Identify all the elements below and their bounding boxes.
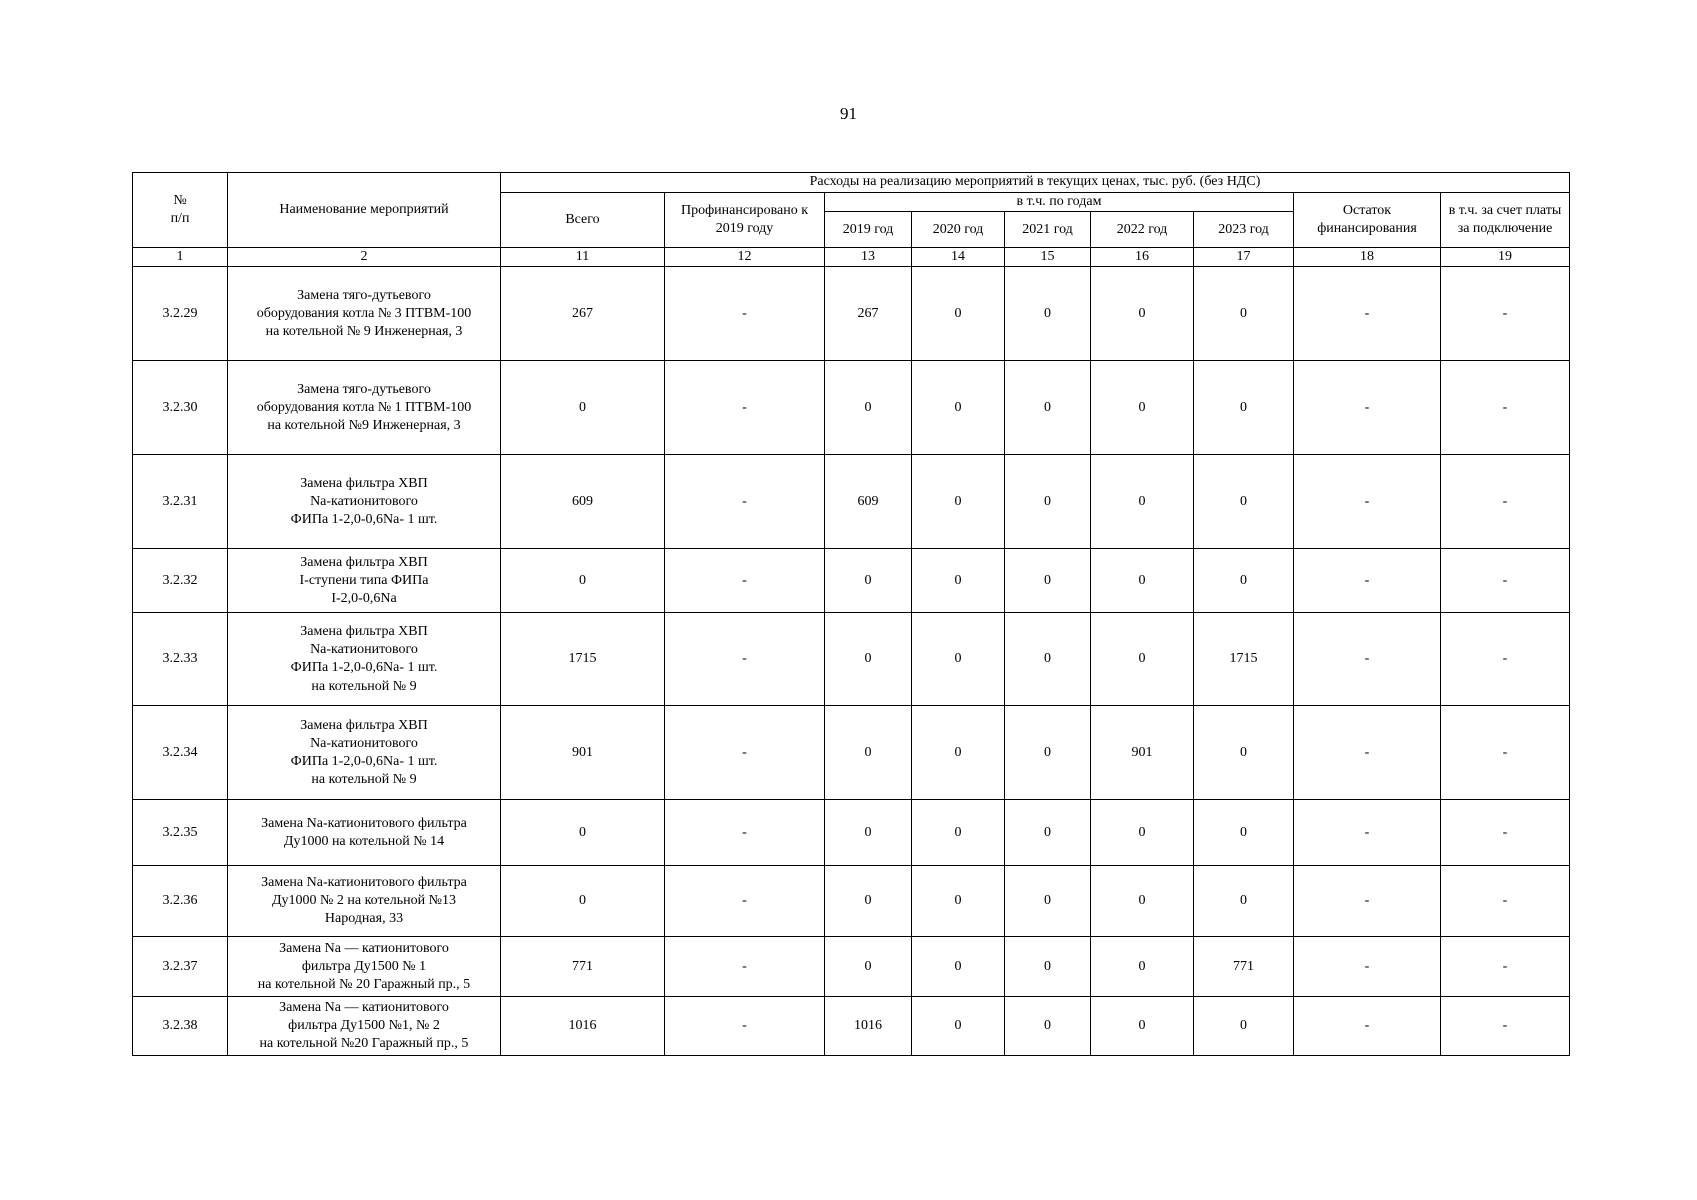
header-by-years: в т.ч. по годам [825, 193, 1294, 212]
row-number: 3.2.32 [133, 549, 228, 613]
column-number: 11 [501, 248, 665, 267]
year-2023-value: 0 [1194, 997, 1294, 1056]
year-2019-value: 1016 [825, 997, 912, 1056]
total-value: 609 [501, 455, 665, 549]
year-2023-value: 0 [1194, 267, 1294, 361]
row-number: 3.2.38 [133, 997, 228, 1056]
year-2021-value: 0 [1005, 706, 1091, 800]
remainder-value: - [1294, 866, 1441, 937]
year-2020-value: 0 [912, 267, 1005, 361]
total-value: 0 [501, 361, 665, 455]
year-2022-value: 0 [1091, 997, 1194, 1056]
total-value: 0 [501, 549, 665, 613]
header-year: 2022 год [1091, 212, 1194, 248]
financed-value: - [665, 361, 825, 455]
financed-value: - [665, 997, 825, 1056]
header-year: 2019 год [825, 212, 912, 248]
row-number: 3.2.37 [133, 937, 228, 997]
year-2021-value: 0 [1005, 267, 1091, 361]
year-2022-value: 0 [1091, 613, 1194, 706]
column-number: 16 [1091, 248, 1194, 267]
year-2020-value: 0 [912, 706, 1005, 800]
year-2023-value: 0 [1194, 549, 1294, 613]
connection-fee-value: - [1441, 997, 1570, 1056]
column-number: 18 [1294, 248, 1441, 267]
remainder-value: - [1294, 455, 1441, 549]
connection-fee-value: - [1441, 267, 1570, 361]
header-connection-fee: в т.ч. за счет платы за подключение [1441, 193, 1570, 248]
row-number: 3.2.33 [133, 613, 228, 706]
column-number: 15 [1005, 248, 1091, 267]
year-2021-value: 0 [1005, 997, 1091, 1056]
financed-value: - [665, 455, 825, 549]
connection-fee-value: - [1441, 800, 1570, 866]
activity-name: Замена фильтра ХВП I-ступени типа ФИПа I-2,0-0,6Na [228, 549, 501, 613]
year-2021-value: 0 [1005, 937, 1091, 997]
activity-name: Замена Na — катионитового фильтра Ду1500 №1, № 2 на котельной №20 Гаражный пр., 5 [228, 997, 501, 1056]
year-2019-value: 0 [825, 361, 912, 455]
total-value: 901 [501, 706, 665, 800]
row-number: 3.2.36 [133, 866, 228, 937]
year-2022-value: 0 [1091, 267, 1194, 361]
total-value: 1016 [501, 997, 665, 1056]
header-financed: Профинансировано к 2019 году [665, 193, 825, 248]
year-2022-value: 0 [1091, 361, 1194, 455]
total-value: 1715 [501, 613, 665, 706]
row-number: 3.2.35 [133, 800, 228, 866]
connection-fee-value: - [1441, 866, 1570, 937]
expenses-table [132, 172, 1570, 1056]
column-number: 14 [912, 248, 1005, 267]
header-year: 2021 год [1005, 212, 1091, 248]
table-row [133, 997, 1570, 1056]
remainder-value: - [1294, 997, 1441, 1056]
year-2020-value: 0 [912, 361, 1005, 455]
connection-fee-value: - [1441, 706, 1570, 800]
header-total: Всего [501, 193, 665, 248]
year-2023-value: 0 [1194, 455, 1294, 549]
year-2021-value: 0 [1005, 613, 1091, 706]
header-remainder: Остаток финансирования [1294, 193, 1441, 248]
financed-value: - [665, 267, 825, 361]
year-2021-value: 0 [1005, 549, 1091, 613]
column-number: 12 [665, 248, 825, 267]
table-row [133, 361, 1570, 455]
total-value: 267 [501, 267, 665, 361]
activity-name: Замена тяго-дутьевого оборудования котла № 1 ПТВМ-100 на котельной №9 Инженерная, 3 [228, 361, 501, 455]
header-expenses: Расходы на реализацию мероприятий в текущих ценах, тыс. руб. (без НДС) [501, 173, 1570, 193]
header-year: 2023 год [1194, 212, 1294, 248]
activity-name: Замена Na-катионитового фильтра Ду1000 на котельной № 14 [228, 800, 501, 866]
header-year: 2020 год [912, 212, 1005, 248]
remainder-value: - [1294, 267, 1441, 361]
total-value: 0 [501, 866, 665, 937]
remainder-value: - [1294, 937, 1441, 997]
table-row [133, 267, 1570, 361]
year-2023-value: 0 [1194, 800, 1294, 866]
financed-value: - [665, 800, 825, 866]
activity-name: Замена фильтра ХВП Na-катионитового ФИПа 1-2,0-0,6Na- 1 шт. на котельной № 9 [228, 613, 501, 706]
remainder-value: - [1294, 549, 1441, 613]
year-2022-value: 0 [1091, 549, 1194, 613]
year-2019-value: 267 [825, 267, 912, 361]
year-2020-value: 0 [912, 937, 1005, 997]
header-num: № п/п [133, 173, 228, 248]
year-2019-value: 609 [825, 455, 912, 549]
year-2019-value: 0 [825, 549, 912, 613]
year-2021-value: 0 [1005, 361, 1091, 455]
column-number: 2 [228, 248, 501, 267]
header-name: Наименование мероприятий [228, 173, 501, 248]
year-2020-value: 0 [912, 455, 1005, 549]
column-number: 17 [1194, 248, 1294, 267]
table-row [133, 549, 1570, 613]
row-number: 3.2.34 [133, 706, 228, 800]
column-number: 19 [1441, 248, 1570, 267]
connection-fee-value: - [1441, 455, 1570, 549]
connection-fee-value: - [1441, 361, 1570, 455]
year-2019-value: 0 [825, 613, 912, 706]
total-value: 0 [501, 800, 665, 866]
page-number: 91 [840, 104, 857, 123]
year-2019-value: 0 [825, 800, 912, 866]
connection-fee-value: - [1441, 937, 1570, 997]
year-2023-value: 771 [1194, 937, 1294, 997]
year-2019-value: 0 [825, 706, 912, 800]
year-2021-value: 0 [1005, 455, 1091, 549]
row-number: 3.2.31 [133, 455, 228, 549]
year-2022-value: 0 [1091, 866, 1194, 937]
financed-value: - [665, 613, 825, 706]
financed-value: - [665, 866, 825, 937]
year-2020-value: 0 [912, 613, 1005, 706]
financed-value: - [665, 937, 825, 997]
financed-value: - [665, 549, 825, 613]
year-2022-value: 901 [1091, 706, 1194, 800]
year-2023-value: 0 [1194, 361, 1294, 455]
activity-name: Замена фильтра ХВП Na-катионитового ФИПа 1-2,0-0,6Na- 1 шт. [228, 455, 501, 549]
connection-fee-value: - [1441, 613, 1570, 706]
remainder-value: - [1294, 800, 1441, 866]
year-2019-value: 0 [825, 937, 912, 997]
year-2023-value: 1715 [1194, 613, 1294, 706]
year-2020-value: 0 [912, 800, 1005, 866]
column-number: 1 [133, 248, 228, 267]
table-row [133, 800, 1570, 866]
table-row [133, 455, 1570, 549]
remainder-value: - [1294, 613, 1441, 706]
year-2022-value: 0 [1091, 937, 1194, 997]
table-row [133, 706, 1570, 800]
column-number: 13 [825, 248, 912, 267]
year-2022-value: 0 [1091, 800, 1194, 866]
year-2022-value: 0 [1091, 455, 1194, 549]
year-2023-value: 0 [1194, 706, 1294, 800]
remainder-value: - [1294, 706, 1441, 800]
activity-name: Замена Na-катионитового фильтра Ду1000 № 2 на котельной №13 Народная, 33 [228, 866, 501, 937]
year-2023-value: 0 [1194, 866, 1294, 937]
row-number: 3.2.29 [133, 267, 228, 361]
table-row [133, 937, 1570, 997]
table-row [133, 613, 1570, 706]
year-2021-value: 0 [1005, 866, 1091, 937]
activity-name: Замена тяго-дутьевого оборудования котла № 3 ПТВМ-100 на котельной № 9 Инженерная, 3 [228, 267, 501, 361]
financed-value: - [665, 706, 825, 800]
year-2020-value: 0 [912, 549, 1005, 613]
table-row [133, 866, 1570, 937]
activity-name: Замена фильтра ХВП Na-катионитового ФИПа 1-2,0-0,6Na- 1 шт. на котельной № 9 [228, 706, 501, 800]
remainder-value: - [1294, 361, 1441, 455]
year-2020-value: 0 [912, 997, 1005, 1056]
connection-fee-value: - [1441, 549, 1570, 613]
year-2019-value: 0 [825, 866, 912, 937]
activity-name: Замена Na — катионитового фильтра Ду1500 № 1 на котельной № 20 Гаражный пр., 5 [228, 937, 501, 997]
total-value: 771 [501, 937, 665, 997]
column-numbers-row [133, 248, 1570, 267]
year-2021-value: 0 [1005, 800, 1091, 866]
year-2020-value: 0 [912, 866, 1005, 937]
row-number: 3.2.30 [133, 361, 228, 455]
